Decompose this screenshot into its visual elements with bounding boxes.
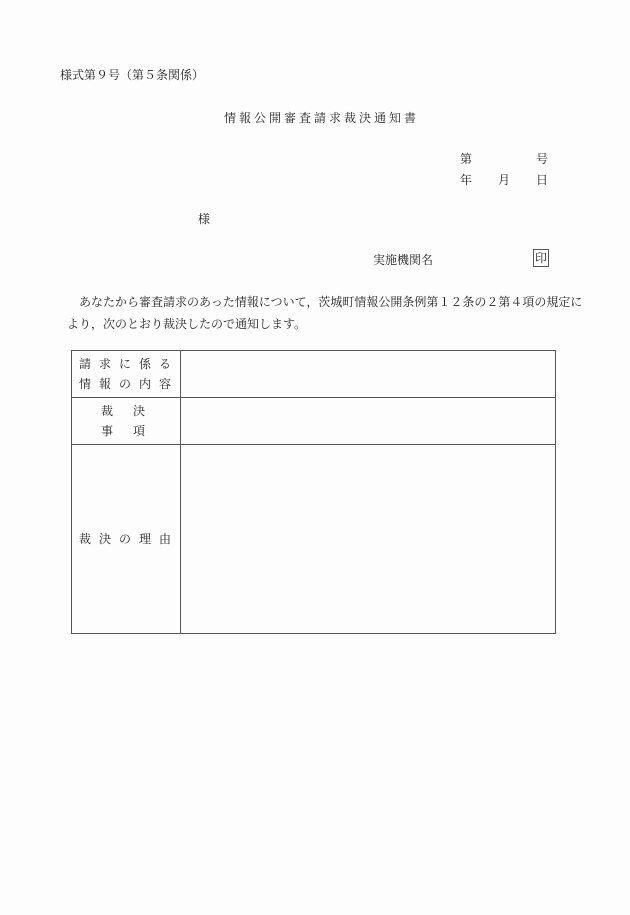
label-line: 情報の内容 [78, 377, 179, 391]
label-line: 請求に係る [78, 357, 179, 371]
notice-body: あなたから審査請求のあった情報について，茨城町情報公開条例第１２条の２第４項の規定により，次のとおり裁決したので通知します。 [67, 295, 583, 331]
table-row [72, 351, 556, 398]
day-label: 日 [536, 173, 549, 187]
number-prefix: 第 [460, 152, 473, 166]
year-label: 年 [460, 173, 473, 187]
decision-table [71, 350, 556, 634]
row-label [72, 398, 181, 445]
addressee-honorific: 様 [198, 212, 211, 226]
number-suffix: 号 [536, 152, 549, 166]
label-line: 裁決事項 [100, 404, 165, 438]
seal-mark: 印 [535, 251, 548, 265]
month-label: 月 [498, 173, 511, 187]
issuer-label: 実施機関名 [373, 253, 434, 267]
decision-matters-field[interactable] [181, 398, 556, 445]
document-title: 情報公開審査請求裁決通知書 [224, 111, 420, 125]
form-number: 様式第９号（第５条関係） [60, 68, 205, 82]
requested-info-field[interactable] [181, 351, 556, 398]
table-row [72, 445, 556, 634]
table-row [72, 398, 556, 445]
label-line: 裁決の理由 [78, 532, 179, 546]
decision-reason-field[interactable] [181, 445, 556, 634]
row-label [72, 351, 181, 398]
row-label [72, 445, 181, 634]
